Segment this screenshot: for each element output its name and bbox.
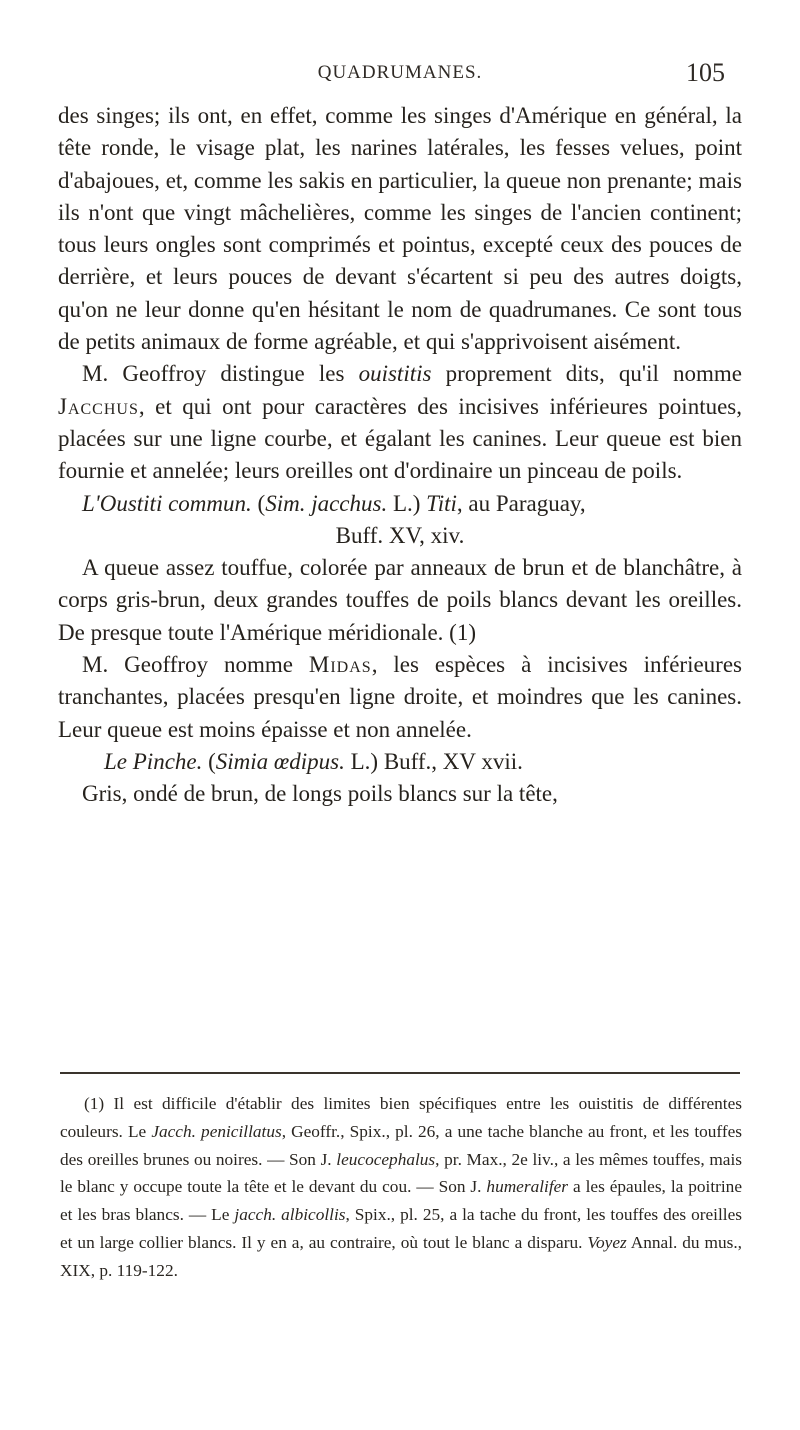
latin-name: jacch. albicollis xyxy=(234,1205,346,1225)
text-run: a les épaules, la poitrine et les bras blancs. — Le xyxy=(60,1177,742,1225)
genus-jacchus: Jacchus xyxy=(58,393,139,419)
paragraph-ouistitis xyxy=(58,358,742,487)
text-run: (1) Il est difficile d'établir des limites bien spécifiques entre les ouistitis de différentes couleurs. Le xyxy=(60,1094,742,1141)
latin-name: Sim. jacchus. xyxy=(265,490,388,516)
genus-midas: Midas xyxy=(308,652,372,678)
paragraph-text: des singes; ils ont, en effet, comme les singes d'Amérique en général, la tête ronde, le visage plat, les narines latérales, les fesses velues, point d'abajoues, et, comme les sakis en particulier, la queue non prenante; mais ils n'ont que vingt mâchelières, comme les singes de l'ancien continent; tous leurs ongles sont comprimés et pointus, excepté ceux des pouces de derrière, et leurs pouces de devant s'écartent si peu des autres doigts, qu'on ne leur donne qu'en hésitant le nom de quadrumanes. Ce sont tous de petits animaux de forme agréable, et qui s'apprivoisent aisément. xyxy=(58,103,742,355)
reference-word: Voyez xyxy=(587,1232,627,1252)
latin-name: humeralifer xyxy=(486,1177,569,1197)
page-header xyxy=(0,58,800,94)
species-entry-pinche xyxy=(58,746,742,778)
paragraph-text: A queue assez touffue, colorée par anneaux de brun et de blanchâtre, à corps gris-brun, deux grandes touffes de poils blancs devant les oreilles. De presque toute l'Amérique méridionale. (1) xyxy=(58,555,742,645)
text-run: L.) Buff., XV xvii. xyxy=(344,748,523,774)
latin-name: Simia œdipus. xyxy=(215,748,345,774)
page-number: 105 xyxy=(686,58,725,87)
paragraph-continuation xyxy=(58,100,742,358)
text-run: proprement dits, qu'il nomme xyxy=(431,361,742,387)
text-run: M. Geoffroy nomme xyxy=(82,652,309,678)
footnote xyxy=(60,1090,742,1285)
paragraph-description-pinche xyxy=(58,778,742,810)
term-ouistitis: ouistitis xyxy=(358,361,432,387)
latin-name: leucocephalus xyxy=(336,1149,436,1169)
text-run: ( xyxy=(251,490,266,516)
text-run: M. Geoffroy distingue les xyxy=(82,361,359,387)
text-run: , et qui ont pour caractères des incisives inférieures pointues, placées sur une ligne courbe, et égalant les canines. Leur queue est bien fournie et annelée; leurs oreilles ont d'ordinaire un pinceau de poils. xyxy=(58,393,742,484)
running-head: QUADRUMANES. xyxy=(317,62,483,83)
main-text xyxy=(58,100,742,811)
paragraph-midas xyxy=(58,649,742,746)
species-name: Le Pinche. xyxy=(104,748,203,774)
text-run: , Spix., pl. 25, a la tache du front, les touffes des oreilles et un large collier blancs. Il y en a, au contraire, où tout le blanc a disparu. xyxy=(60,1205,742,1252)
reference-text: Buff. XV, xiv. xyxy=(335,522,465,548)
species-reference xyxy=(58,520,742,552)
text-run: ( xyxy=(202,748,216,774)
footnote-text xyxy=(60,1090,742,1285)
species-entry-oustiti xyxy=(58,488,742,520)
latin-name: Jacch. penicillatus xyxy=(151,1121,282,1141)
paragraph-description-oustiti xyxy=(58,552,742,649)
text-run: , pr. Max., 2e liv., a les mêmes touffes, mais le blanc y occupe toute la tête et le devant du cou. — Son J. xyxy=(60,1149,742,1197)
text-run: , les espèces à incisives inférieures tranchantes, placées presqu'en ligne droite, et moindres que les canines. Leur queue est moins épaisse et non annelée. xyxy=(58,652,742,742)
footnote-rule xyxy=(60,1072,740,1074)
paragraph-text: Gris, ondé de brun, de longs poils blancs sur la tête, xyxy=(82,781,558,807)
text-run: Annal. du mus., XIX, p. 119-122. xyxy=(60,1232,742,1280)
text-run: , Geoffr., Spix., pl. 26, a une tache blanche au front, et les touffes des oreilles brunes ou noires. — Son J. xyxy=(60,1121,742,1169)
text-run: L.) xyxy=(387,490,427,516)
species-name: L'Oustiti commun. xyxy=(82,490,252,516)
vernacular-name: Titi xyxy=(426,490,457,516)
text-run: , au Paraguay, xyxy=(456,490,586,516)
